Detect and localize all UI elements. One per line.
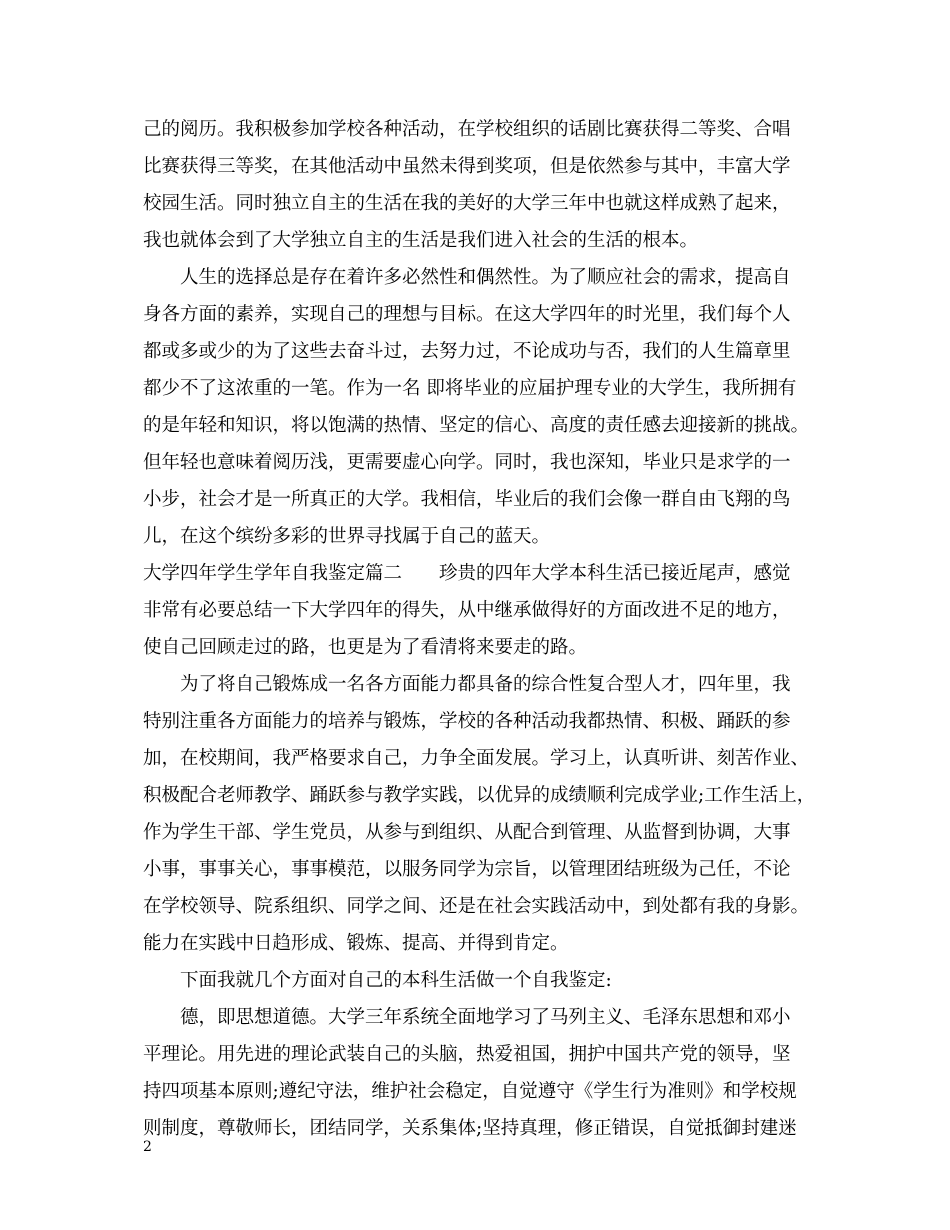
body-text-line: 下面我就几个方面对自己的本科生活做一个自我鉴定: (143, 970, 612, 991)
body-text-line: 己的阅历。我积极参加学校各种活动，在学校组织的话剧比赛获得二等奖、合唱 (143, 119, 791, 140)
body-text-line: 特别注重各方面能力的培养与锻炼，学校的各种活动我都热情、积极、踊跃的参 (143, 711, 791, 732)
page-number: 2 (143, 1139, 152, 1155)
body-text-line: 身各方面的素养，实现自己的理想与目标。在这大学四年的时光里，我们每个人 (143, 304, 791, 325)
body-text-line: 小步，社会才是一所真正的大学。我相信，毕业后的我们会像一群自由飞翔的鸟 (143, 489, 791, 510)
section-heading-line: 大学四年学生学年自我鉴定篇二 珍贵的四年大学本科生活已接近尾声，感觉 (143, 563, 791, 584)
body-text-line: 小事，事事关心，事事模范，以服务同学为宗旨，以管理团结班级为己任，不论 (143, 859, 791, 880)
body-text-line: 作为学生干部、学生党员，从参与到组织、从配合到管理、从监督到协调，大事 (143, 822, 791, 843)
body-text-line: 持四项基本原则;遵纪守法，维护社会稳定，自觉遵守《学生行为准则》和学校规 (143, 1081, 797, 1102)
body-text-line: 积极配合老师教学、踊跃参与教学实践，以优异的成绩顺利完成学业;工作生活上， (143, 785, 816, 806)
body-text-line: 能力在实践中日趋形成、锻炼、提高、并得到肯定。 (143, 933, 569, 954)
body-text-line: 我也就体会到了大学独立自主的生活是我们进入社会的生活的根本。 (143, 230, 699, 251)
body-text-line: 比赛获得三等奖，在其他活动中虽然未得到奖项，但是依然参与其中，丰富大学 (143, 156, 791, 177)
body-text-line: 儿，在这个缤纷多彩的世界寻找属于自己的蓝天。 (143, 526, 551, 547)
body-text-line: 在学校领导、院系组织、同学之间、还是在社会实践活动中，到处都有我的身影。 (143, 896, 810, 917)
body-text-line: 为了将自己锻炼成一名各方面能力都具备的综合性复合型人才，四年里，我 (143, 674, 791, 695)
body-text-line: 加，在校期间，我严格要求自己，力争全面发展。学习上，认真听讲、刻苦作业、 (143, 748, 810, 769)
body-text-line: 人生的选择总是存在着许多必然性和偶然性。为了顺应社会的需求，提高自 (143, 267, 791, 288)
body-text-line: 校园生活。同时独立自主的生活在我的美好的大学三年中也就这样成熟了起来， (143, 193, 791, 214)
body-text-line: 德，即思想道德。大学三年系统全面地学习了马列主义、毛泽东思想和邓小 (143, 1007, 791, 1028)
body-text-line: 都或多或少的为了这些去奋斗过，去努力过，不论成功与否，我们的人生篇章里 (143, 341, 791, 362)
body-text-line: 都少不了这浓重的一笔。作为一名 即将毕业的应届护理专业的大学生，我所拥有 (143, 378, 797, 399)
body-text-line: 平理论。用先进的理论武装自己的头脑，热爱祖国，拥护中国共产党的领导，坚 (143, 1044, 791, 1065)
body-text-line: 使自己回顾走过的路，也更是为了看清将来要走的路。 (143, 637, 588, 658)
body-text-line: 的是年轻和知识，将以饱满的热情、坚定的信心、高度的责任感去迎接新的挑战。 (143, 415, 810, 436)
body-text-line: 则制度，尊敬师长，团结同学，关系集体;坚持真理，修正错误，自觉抵御封建迷 (143, 1118, 797, 1139)
body-text-line: 但年轻也意味着阅历浅，更需要虚心向学。同时，我也深知，毕业只是求学的一 (143, 452, 791, 473)
body-text-line: 非常有必要总结一下大学四年的得失，从中继承做得好的方面改进不足的地方， (143, 600, 791, 621)
